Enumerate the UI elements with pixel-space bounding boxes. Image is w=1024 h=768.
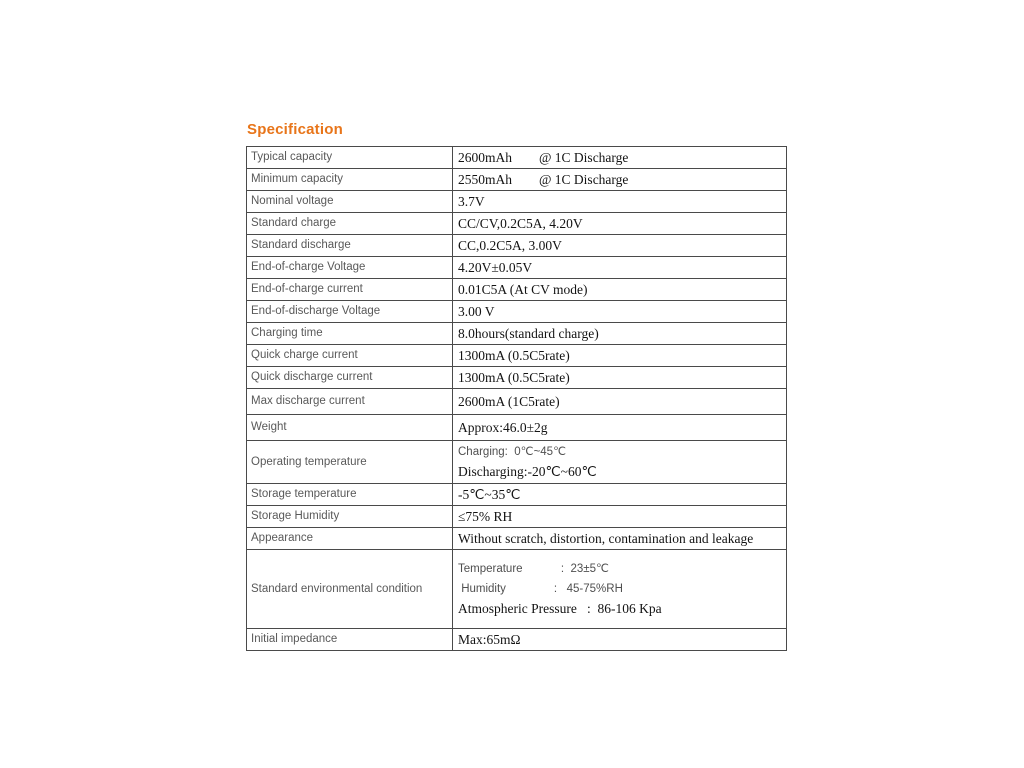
- spec-label: Weight: [247, 415, 453, 440]
- spec-label: Operating temperature: [247, 441, 453, 483]
- spec-value: [453, 323, 786, 344]
- spec-value: [453, 235, 786, 256]
- spec-value: [453, 301, 786, 322]
- table-row: [247, 367, 786, 389]
- spec-value: [453, 257, 786, 278]
- spec-value-text: 3.00 V: [458, 304, 495, 319]
- table-row: [247, 484, 786, 506]
- table-row: [247, 415, 786, 441]
- spec-value: [453, 389, 786, 414]
- table-row: [247, 389, 786, 415]
- table-row: [247, 257, 786, 279]
- spec-label: End-of-discharge Voltage: [247, 301, 453, 322]
- table-row: [247, 235, 786, 257]
- spec-label: Standard discharge: [247, 235, 453, 256]
- spec-value-text: 2550mAh @ 1C Discharge: [458, 172, 629, 187]
- spec-label: Storage Humidity: [247, 506, 453, 527]
- spec-label: End-of-charge current: [247, 279, 453, 300]
- spec-value-text: 4.20V±0.05V: [458, 260, 533, 275]
- spec-document: [246, 121, 787, 651]
- spec-value: [453, 528, 786, 549]
- page-title: Specification: [247, 121, 343, 138]
- spec-value-line: Discharging:-20℃~60℃: [458, 464, 597, 479]
- spec-label: Storage temperature: [247, 484, 453, 505]
- spec-value: [453, 147, 786, 168]
- spec-value: [453, 550, 786, 628]
- spec-value-text: 1300mA (0.5C5rate): [458, 348, 570, 363]
- spec-value: [453, 169, 786, 190]
- spec-label: Quick discharge current: [247, 367, 453, 388]
- table-row: [247, 301, 786, 323]
- spec-value: [453, 213, 786, 234]
- spec-value: [453, 484, 786, 505]
- table-row: [247, 345, 786, 367]
- spec-value-text: 8.0hours(standard charge): [458, 326, 599, 341]
- table-row: [247, 191, 786, 213]
- spec-value-text: CC/CV,0.2C5A, 4.20V: [458, 216, 583, 231]
- spec-value-text: Approx:46.0±2g: [458, 420, 548, 435]
- spec-label: Quick charge current: [247, 345, 453, 366]
- table-row: [247, 506, 786, 528]
- spec-value-text: Max:65mΩ: [458, 632, 521, 647]
- spec-label: End-of-charge Voltage: [247, 257, 453, 278]
- spec-label: Initial impedance: [247, 629, 453, 650]
- spec-value: [453, 279, 786, 300]
- table-row: [247, 441, 786, 484]
- spec-value-text: 3.7V: [458, 194, 485, 209]
- spec-value-line: Humidity : 45-75%RH: [458, 583, 623, 595]
- table-row: [247, 213, 786, 235]
- table-row: [247, 323, 786, 345]
- spec-value-line: Charging: 0℃~45℃: [458, 446, 566, 458]
- spec-value-text: 1300mA (0.5C5rate): [458, 370, 570, 385]
- spec-value-line: Temperature : 23±5℃: [458, 563, 609, 575]
- spec-value-line: Atmospheric Pressure : 86-106 Kpa: [458, 601, 662, 616]
- spec-value-text: CC,0.2C5A, 3.00V: [458, 238, 562, 253]
- spec-value: [453, 191, 786, 212]
- spec-table: [246, 146, 787, 651]
- table-row: [247, 169, 786, 191]
- spec-value: [453, 629, 786, 650]
- spec-value-text: -5℃~35℃: [458, 487, 521, 502]
- spec-value-text: ≤75% RH: [458, 509, 513, 524]
- spec-value-text: 0.01C5A (At CV mode): [458, 282, 588, 297]
- spec-value-text: 2600mAh @ 1C Discharge: [458, 150, 629, 165]
- spec-label: Nominal voltage: [247, 191, 453, 212]
- spec-value: [453, 506, 786, 527]
- spec-label: Charging time: [247, 323, 453, 344]
- spec-value: [453, 367, 786, 388]
- table-row: [247, 147, 786, 169]
- table-row: [247, 550, 786, 629]
- spec-value: [453, 345, 786, 366]
- table-row: [247, 629, 786, 650]
- table-row: [247, 528, 786, 550]
- table-row: [247, 279, 786, 301]
- spec-label: Max discharge current: [247, 389, 453, 414]
- spec-label: Standard environmental condition: [247, 550, 453, 628]
- spec-label: Standard charge: [247, 213, 453, 234]
- spec-value: [453, 441, 786, 483]
- spec-label: Minimum capacity: [247, 169, 453, 190]
- spec-value: [453, 415, 786, 440]
- spec-value-text: Without scratch, distortion, contamination and leakage: [458, 531, 754, 546]
- spec-label: Appearance: [247, 528, 453, 549]
- spec-label: Typical capacity: [247, 147, 453, 168]
- spec-value-text: 2600mA (1C5rate): [458, 394, 560, 409]
